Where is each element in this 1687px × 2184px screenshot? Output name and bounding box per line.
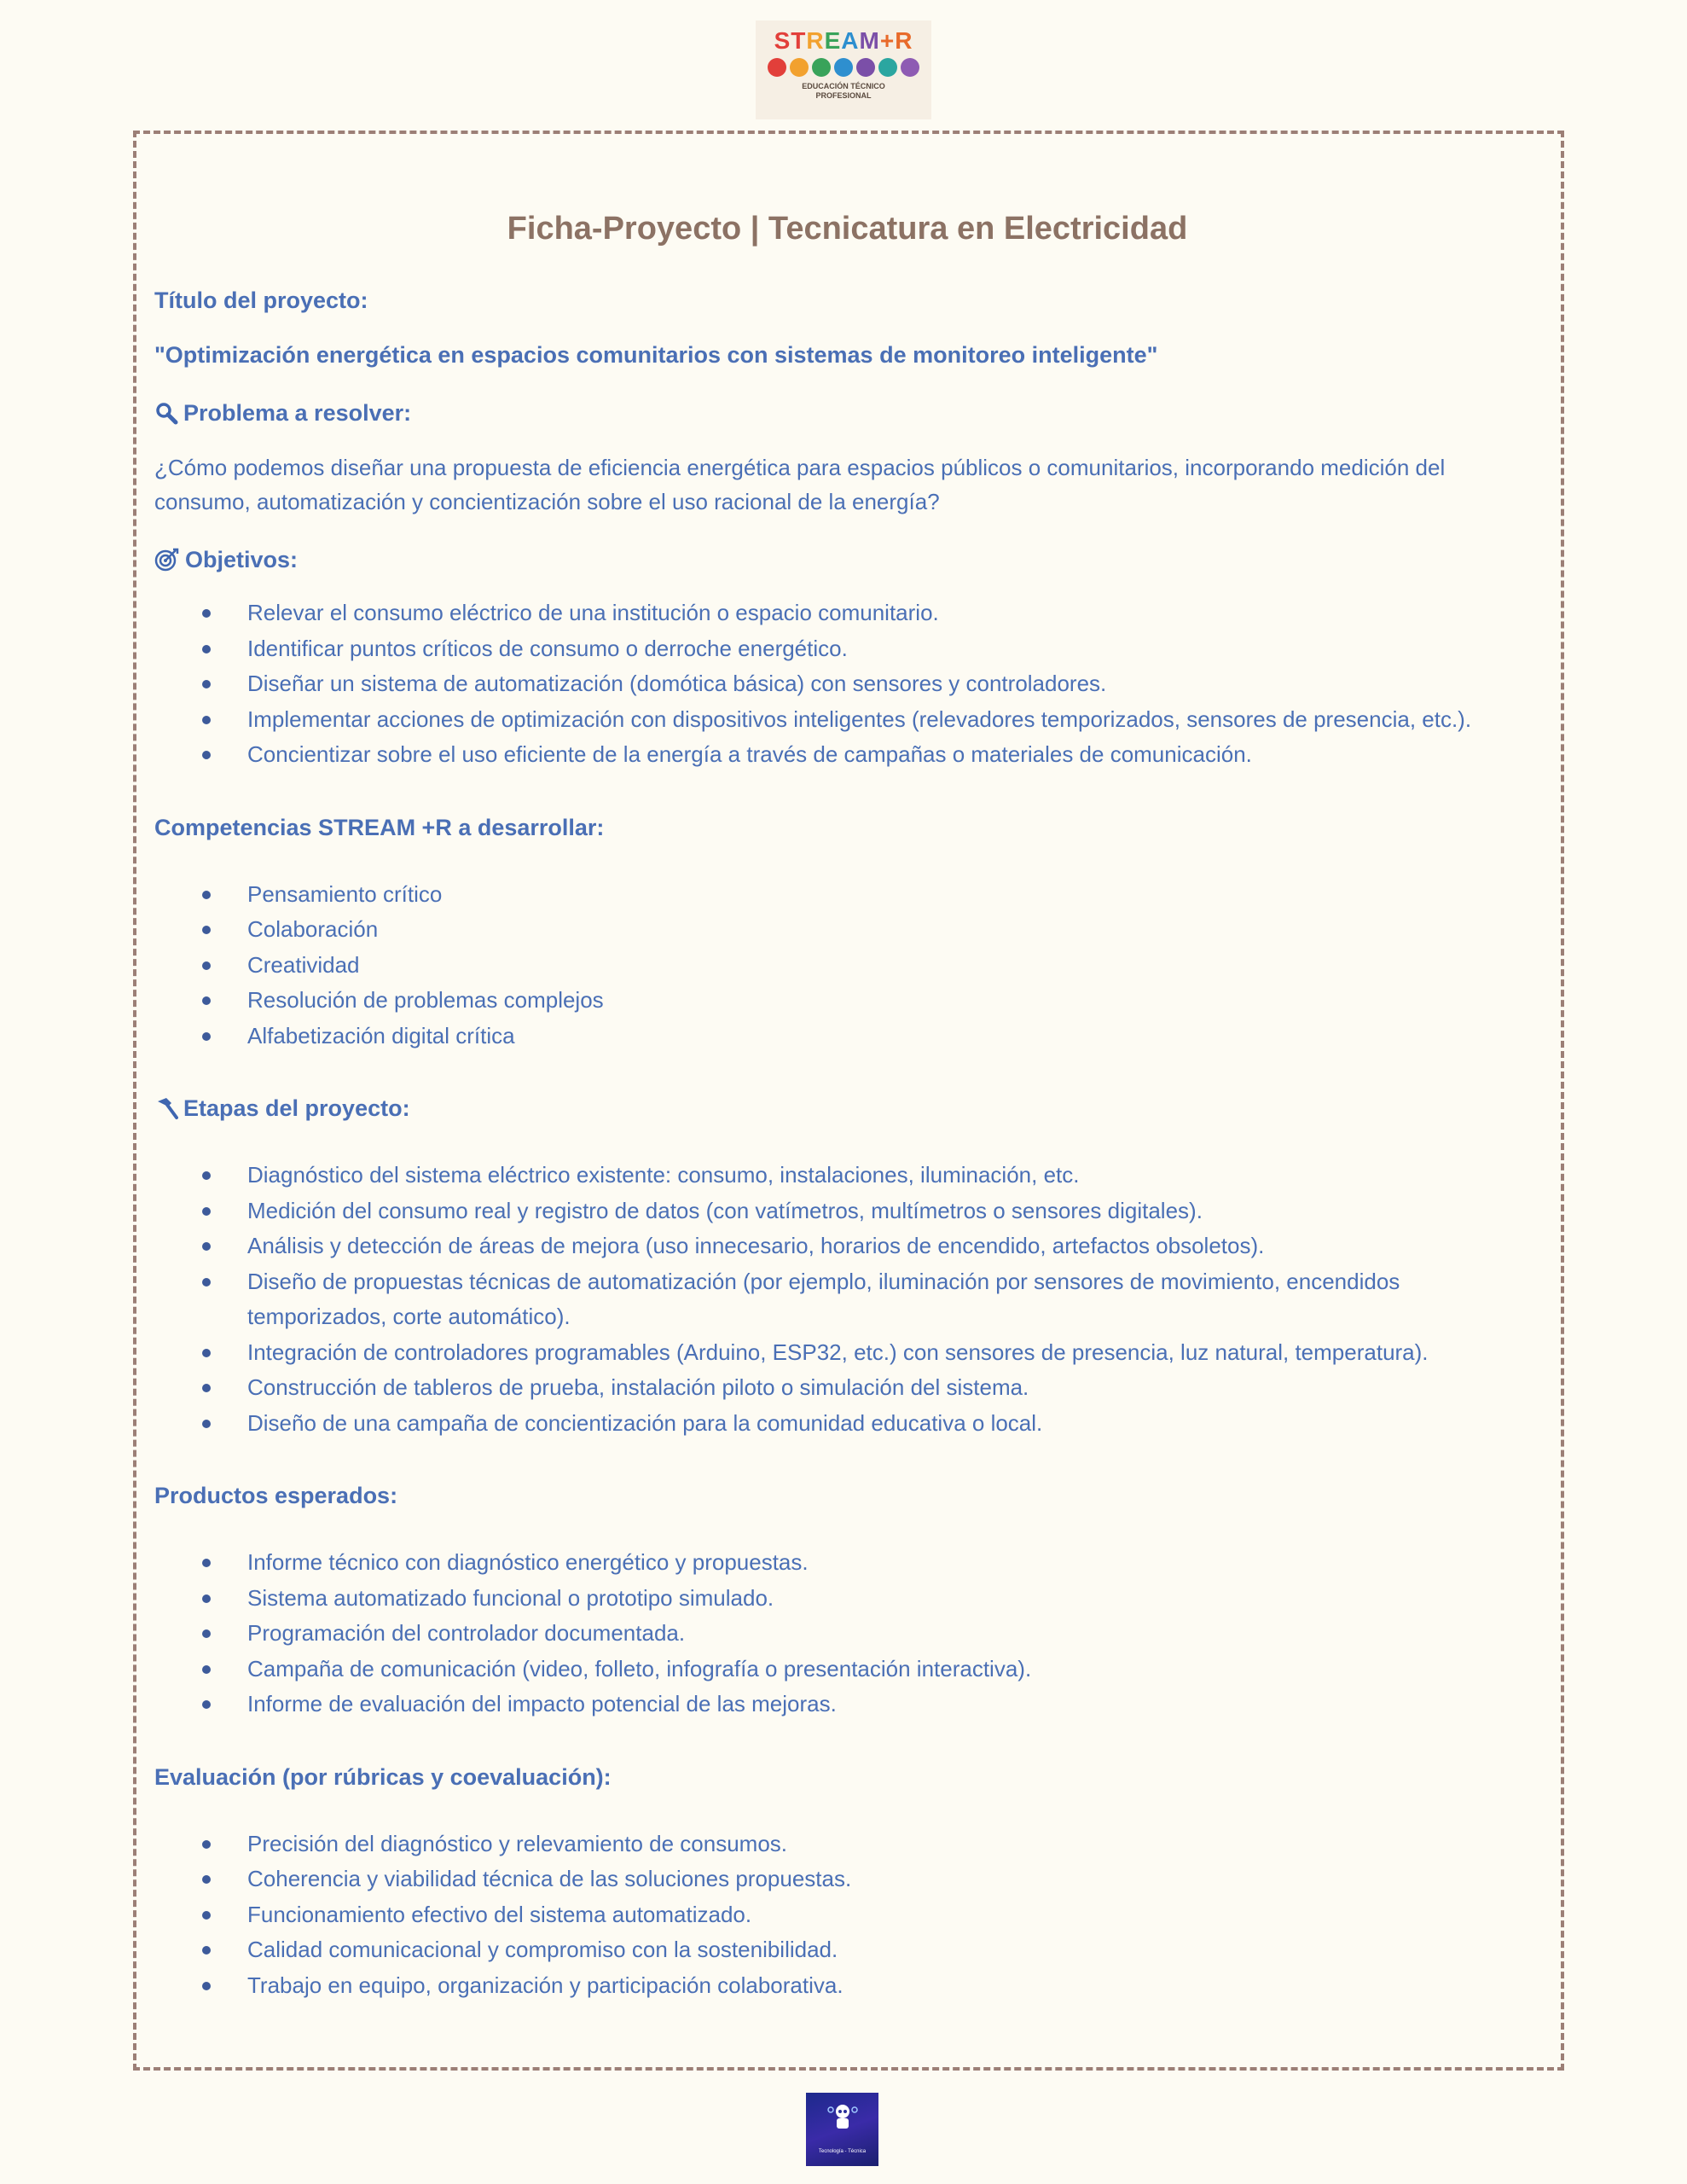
- footer-logo-caption: Tecnología - Técnica: [818, 2149, 867, 2154]
- list-item: Construcción de tableros de prueba, instalación piloto o simulación del sistema.: [154, 1370, 1540, 1406]
- list-item: Análisis y detección de áreas de mejora (uso innecesario, horarios de encendido, artefactos obsoletos).: [154, 1228, 1540, 1264]
- logo-dot-icon: [790, 58, 809, 77]
- logo-dot-icon: [812, 58, 831, 77]
- stream-r-logo: [756, 20, 931, 119]
- robot-icon: [826, 2103, 860, 2132]
- project-title: "Optimización energética en espacios comunitarios con sistemas de monitoreo inteligente": [154, 342, 1158, 368]
- list-item: Concientizar sobre el uso eficiente de la energía a través de campañas o materiales de comunicación.: [154, 737, 1540, 773]
- competencies-heading: Competencias STREAM +R a desarrollar:: [154, 814, 605, 840]
- list-item: Integración de controladores programables (Arduino, ESP32, etc.) con sensores de presencia, luz natural, temperatura).: [154, 1335, 1540, 1371]
- stages-heading-label: Etapas del proyecto:: [183, 1095, 410, 1121]
- list-item: Pensamiento crítico: [154, 877, 1540, 913]
- list-item: Medición del consumo real y registro de datos (con vatímetros, multímetros o sensores digitales).: [154, 1194, 1540, 1229]
- page-title: Ficha-Proyecto | Tecnicatura en Electricidad: [507, 211, 1188, 247]
- logo-dot-icon: [901, 58, 919, 77]
- list-item: Diseño de propuestas técnicas de automatización (por ejemplo, iluminación por sensores de movimiento, encendidos temporizados, corte automático).: [154, 1264, 1540, 1335]
- list-item: Diseñar un sistema de automatización (domótica básica) con sensores y controladores.: [154, 666, 1540, 702]
- objectives-heading-label: Objetivos:: [185, 547, 299, 572]
- document-body: [154, 205, 1540, 2003]
- project-label: Título del proyecto:: [154, 288, 368, 313]
- list-item: Precisión del diagnóstico y relevamiento de consumos.: [154, 1827, 1540, 1862]
- logo-subtitle: [756, 82, 931, 101]
- magnifier-icon: [154, 401, 178, 425]
- products-list: [154, 1545, 1540, 1722]
- list-item: Identificar puntos críticos de consumo o derroche energético.: [154, 631, 1540, 667]
- logo-dot-icon: [768, 58, 786, 77]
- objectives-heading: [154, 543, 1540, 577]
- target-icon: [154, 547, 180, 572]
- logo-dot-icon: [878, 58, 897, 77]
- list-item: Campaña de comunicación (video, folleto, infografía o presentación interactiva).: [154, 1652, 1540, 1687]
- problem-text: ¿Cómo podemos diseñar una propuesta de eficiencia energética para espacios públicos o comunitarios, incorporando medición del consumo, automatización y concientización sobre el uso racional de la energía?: [154, 455, 1446, 514]
- list-item: Funcionamiento efectivo del sistema automatizado.: [154, 1897, 1540, 1933]
- list-item: Relevar el consumo eléctrico de una institución o espacio comunitario.: [154, 595, 1540, 631]
- objectives-list: [154, 595, 1540, 773]
- list-item: Resolución de problemas complejos: [154, 983, 1540, 1019]
- list-item: Diagnóstico del sistema eléctrico existente: consumo, instalaciones, iluminación, etc.: [154, 1158, 1540, 1194]
- list-item: Implementar acciones de optimización con dispositivos inteligentes (relevadores temporizados, sensores de presencia, etc.).: [154, 702, 1540, 738]
- list-item: Coherencia y viabilidad técnica de las soluciones propuestas.: [154, 1862, 1540, 1897]
- tecnologia-tecnica-logo: [806, 2093, 878, 2166]
- list-item: Calidad comunicacional y compromiso con la sostenibilidad.: [154, 1932, 1540, 1968]
- logo-subtitle-line1: EDUCACIÓN TÉCNICO: [802, 82, 885, 90]
- list-item: Colaboración: [154, 912, 1540, 948]
- hammer-icon: [154, 1096, 178, 1120]
- problem-heading: [154, 396, 1540, 430]
- list-item: Sistema automatizado funcional o prototipo simulado.: [154, 1581, 1540, 1617]
- problem-heading-label: Problema a resolver:: [183, 400, 412, 426]
- competencies-list: [154, 877, 1540, 1054]
- list-item: Trabajo en equipo, organización y participación colaborativa.: [154, 1968, 1540, 2004]
- stream-r-logo-icons: [756, 58, 931, 77]
- logo-dot-icon: [856, 58, 875, 77]
- list-item: Informe de evaluación del impacto potencial de las mejoras.: [154, 1687, 1540, 1722]
- list-item: Creatividad: [154, 948, 1540, 984]
- list-item: Alfabetización digital crítica: [154, 1019, 1540, 1054]
- list-item: Programación del controlador documentada.: [154, 1616, 1540, 1652]
- evaluation-heading: Evaluación (por rúbricas y coevaluación):: [154, 1763, 612, 1790]
- list-item: Diseño de una campaña de concientización para la comunidad educativa o local.: [154, 1406, 1540, 1442]
- list-item: Informe técnico con diagnóstico energético y propuestas.: [154, 1545, 1540, 1581]
- stages-heading: [154, 1091, 1540, 1125]
- logo-dot-icon: [834, 58, 853, 77]
- logo-subtitle-line2: PROFESIONAL: [815, 91, 872, 100]
- stream-r-logo-text: STREAM+R: [774, 27, 913, 54]
- evaluation-list: [154, 1827, 1540, 2004]
- products-heading: Productos esperados:: [154, 1483, 398, 1508]
- stages-list: [154, 1158, 1540, 1441]
